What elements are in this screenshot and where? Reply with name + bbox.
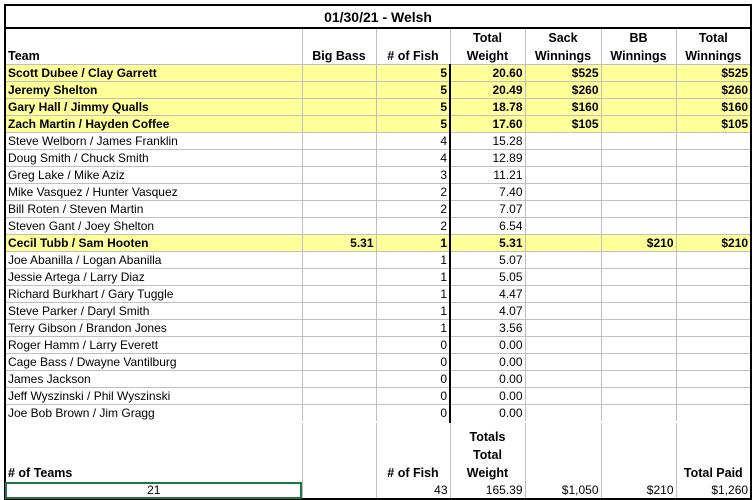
weight-cell[interactable]: 0.00 (450, 337, 525, 354)
weight-cell[interactable]: 3.56 (450, 320, 525, 337)
table-row (5, 252, 751, 269)
big-bass-cell[interactable] (302, 371, 376, 388)
header-total-weight-top[interactable]: Total (450, 28, 525, 47)
sheet-title[interactable]: 01/30/21 - Welsh (5, 5, 751, 28)
table-row (5, 218, 751, 235)
total-winnings-cell[interactable] (676, 320, 751, 337)
total-winnings-cell[interactable] (676, 218, 751, 235)
table-row (5, 320, 751, 337)
total-winnings-cell[interactable]: $105 (676, 116, 751, 133)
bb-winnings-cell[interactable] (601, 388, 676, 405)
total-winnings-cell[interactable] (676, 388, 751, 405)
team-cell[interactable]: Joe Bob Brown / Jim Gragg (5, 405, 302, 423)
sack-winnings-cell[interactable] (525, 201, 601, 218)
sack-winnings-cell[interactable] (525, 286, 601, 303)
team-cell[interactable]: Jessie Artega / Larry Diaz (5, 269, 302, 286)
bb-winnings-cell[interactable] (601, 218, 676, 235)
table-row (5, 82, 751, 99)
big-bass-cell[interactable] (302, 99, 376, 116)
weight-cell[interactable]: 0.00 (450, 354, 525, 371)
sack-winnings-cell[interactable] (525, 371, 601, 388)
weight-cell[interactable]: 15.28 (450, 133, 525, 150)
fish-count-cell[interactable]: 0 (376, 405, 450, 423)
weight-cell[interactable]: 6.54 (450, 218, 525, 235)
header-bb-winnings[interactable]: Winnings (601, 47, 676, 65)
team-cell[interactable]: Terry Gibson / Brandon Jones (5, 320, 302, 337)
sack-winnings-cell[interactable] (525, 303, 601, 320)
header-sack-top[interactable]: Sack (525, 28, 601, 47)
fish-count-cell[interactable]: 4 (376, 133, 450, 150)
totals-fish-label[interactable]: # of Fish (376, 464, 450, 482)
total-winnings-cell[interactable] (676, 150, 751, 167)
table-row (5, 269, 751, 286)
weight-cell[interactable]: 0.00 (450, 405, 525, 423)
bb-winnings-cell[interactable] (601, 133, 676, 150)
sack-winnings-cell[interactable] (525, 150, 601, 167)
weight-cell[interactable]: 0.00 (450, 371, 525, 388)
fish-count-cell[interactable]: 0 (376, 354, 450, 371)
total-winnings-cell[interactable] (676, 286, 751, 303)
big-bass-cell[interactable] (302, 150, 376, 167)
bb-winnings-cell[interactable] (601, 337, 676, 354)
table-row (5, 405, 751, 423)
weight-cell[interactable]: 11.21 (450, 167, 525, 184)
sack-winnings-cell[interactable]: $160 (525, 99, 601, 116)
bb-winnings-cell[interactable] (601, 99, 676, 116)
total-winnings-cell[interactable] (676, 303, 751, 320)
sack-winnings-cell[interactable]: $105 (525, 116, 601, 133)
totals-label[interactable]: Totals (450, 428, 525, 446)
bb-winnings-cell[interactable]: $210 (601, 235, 676, 252)
fish-count-cell[interactable]: 3 (376, 167, 450, 184)
title-row (5, 5, 751, 28)
big-bass-cell[interactable] (302, 116, 376, 133)
big-bass-cell[interactable] (302, 354, 376, 371)
bb-winnings-cell[interactable] (601, 167, 676, 184)
total-weight-cell[interactable]: 165.39 (450, 482, 525, 500)
fish-count-cell[interactable]: 4 (376, 150, 450, 167)
big-bass-cell[interactable] (302, 82, 376, 99)
bb-winnings-cell[interactable] (601, 371, 676, 388)
header-big-bass[interactable]: Big Bass (302, 47, 376, 65)
team-cell[interactable]: Steven Gant / Joey Shelton (5, 218, 302, 235)
team-cell[interactable]: Scott Dubee / Clay Garrett (5, 65, 302, 82)
sack-winnings-cell[interactable] (525, 320, 601, 337)
team-cell[interactable]: Jeff Wyszinski / Phil Wyszinski (5, 388, 302, 405)
total-winnings-cell[interactable] (676, 133, 751, 150)
big-bass-cell[interactable] (302, 252, 376, 269)
sack-winnings-cell[interactable] (525, 218, 601, 235)
fish-count-cell[interactable]: 1 (376, 303, 450, 320)
totals-row-1 (5, 428, 751, 446)
fish-count-cell[interactable]: 1 (376, 235, 450, 252)
teams-count-cell[interactable]: 21 (5, 482, 302, 500)
total-bb-cell[interactable]: $210 (601, 482, 676, 500)
bb-winnings-cell[interactable] (601, 286, 676, 303)
team-cell[interactable]: Cecil Tubb / Sam Hooten (5, 235, 302, 252)
weight-cell[interactable]: 4.47 (450, 286, 525, 303)
table-row (5, 133, 751, 150)
header-bb-top[interactable]: BB (601, 28, 676, 47)
table-row (5, 150, 751, 167)
total-winnings-cell[interactable]: $525 (676, 65, 751, 82)
sack-winnings-cell[interactable] (525, 235, 601, 252)
total-winnings-cell[interactable] (676, 184, 751, 201)
sack-winnings-cell[interactable]: $525 (525, 65, 601, 82)
weight-cell[interactable]: 20.49 (450, 82, 525, 99)
teams-label[interactable]: # of Teams (5, 464, 302, 482)
team-cell[interactable]: Joe Abanilla / Logan Abanilla (5, 252, 302, 269)
big-bass-cell[interactable] (302, 65, 376, 82)
table-row (5, 201, 751, 218)
fish-count-cell[interactable]: 5 (376, 99, 450, 116)
header-row-1 (5, 28, 751, 47)
big-bass-cell[interactable] (302, 286, 376, 303)
header-total-winnings[interactable]: Winnings (676, 47, 751, 65)
total-winnings-cell[interactable]: $210 (676, 235, 751, 252)
header-sack-winnings[interactable]: Winnings (525, 47, 601, 65)
totals-total-label[interactable]: Total (450, 446, 525, 464)
sack-winnings-cell[interactable] (525, 269, 601, 286)
totals-row-2 (5, 446, 751, 464)
team-cell[interactable]: Cage Bass / Dwayne Vantilburg (5, 354, 302, 371)
fish-count-cell[interactable]: 1 (376, 320, 450, 337)
team-cell[interactable]: James Jackson (5, 371, 302, 388)
total-winnings-cell[interactable] (676, 201, 751, 218)
big-bass-cell[interactable] (302, 303, 376, 320)
total-winnings-cell[interactable] (676, 337, 751, 354)
team-cell[interactable]: Mike Vasquez / Hunter Vasquez (5, 184, 302, 201)
total-fish-cell[interactable]: 43 (376, 482, 450, 500)
fish-count-cell[interactable]: 1 (376, 269, 450, 286)
bb-winnings-cell[interactable] (601, 303, 676, 320)
team-cell[interactable]: Steve Parker / Daryl Smith (5, 303, 302, 320)
big-bass-cell[interactable] (302, 167, 376, 184)
weight-cell[interactable]: 0.00 (450, 388, 525, 405)
big-bass-cell[interactable] (302, 184, 376, 201)
data-rows (5, 65, 751, 423)
header-total-weight[interactable]: Weight (450, 47, 525, 65)
weight-cell[interactable]: 20.60 (450, 65, 525, 82)
bb-winnings-cell[interactable] (601, 269, 676, 286)
header-team[interactable]: Team (5, 47, 302, 65)
totals-values-row (5, 482, 751, 500)
team-cell[interactable]: Jeremy Shelton (5, 82, 302, 99)
team-cell[interactable]: Richard Burkhart / Gary Tuggle (5, 286, 302, 303)
big-bass-cell[interactable] (302, 133, 376, 150)
bb-winnings-cell[interactable] (601, 252, 676, 269)
weight-cell[interactable]: 12.89 (450, 150, 525, 167)
total-winnings-cell[interactable] (676, 371, 751, 388)
fish-count-cell[interactable]: 2 (376, 201, 450, 218)
table-row (5, 337, 751, 354)
fish-count-cell[interactable]: 1 (376, 286, 450, 303)
team-cell[interactable]: Zach Martin / Hayden Coffee (5, 116, 302, 133)
total-winnings-cell[interactable] (676, 167, 751, 184)
total-paid-cell[interactable]: $1,260 (676, 482, 751, 500)
weight-cell[interactable]: 7.40 (450, 184, 525, 201)
bb-winnings-cell[interactable] (601, 405, 676, 423)
weight-cell[interactable]: 5.07 (450, 252, 525, 269)
table-row (5, 354, 751, 371)
total-winnings-cell[interactable]: $160 (676, 99, 751, 116)
sack-winnings-cell[interactable] (525, 133, 601, 150)
total-sack-cell[interactable]: $1,050 (525, 482, 601, 500)
totals-row-3 (5, 464, 751, 482)
total-winnings-cell[interactable] (676, 269, 751, 286)
total-winnings-cell[interactable] (676, 405, 751, 423)
header-total-winnings-top[interactable]: Total (676, 28, 751, 47)
sack-winnings-cell[interactable] (525, 337, 601, 354)
weight-cell[interactable]: 4.07 (450, 303, 525, 320)
weight-cell[interactable]: 7.07 (450, 201, 525, 218)
table-row (5, 167, 751, 184)
team-cell[interactable]: Gary Hall / Jimmy Qualls (5, 99, 302, 116)
big-bass-cell[interactable] (302, 337, 376, 354)
fish-count-cell[interactable]: 2 (376, 184, 450, 201)
big-bass-cell[interactable] (302, 201, 376, 218)
big-bass-cell[interactable] (302, 269, 376, 286)
sack-winnings-cell[interactable] (525, 252, 601, 269)
bb-winnings-cell[interactable] (601, 201, 676, 218)
weight-cell[interactable]: 17.60 (450, 116, 525, 133)
sack-winnings-cell[interactable] (525, 405, 601, 423)
fish-count-cell[interactable]: 0 (376, 371, 450, 388)
bb-winnings-cell[interactable] (601, 320, 676, 337)
sack-winnings-cell[interactable] (525, 354, 601, 371)
bb-winnings-cell[interactable] (601, 354, 676, 371)
header-row-2 (5, 47, 751, 65)
weight-cell[interactable]: 5.31 (450, 235, 525, 252)
bb-winnings-cell[interactable] (601, 116, 676, 133)
big-bass-cell[interactable] (302, 405, 376, 423)
table-row (5, 184, 751, 201)
team-cell[interactable]: Roger Hamm / Larry Everett (5, 337, 302, 354)
big-bass-cell[interactable] (302, 320, 376, 337)
weight-cell[interactable]: 5.05 (450, 269, 525, 286)
table-row (5, 65, 751, 82)
header-num-fish[interactable]: # of Fish (376, 47, 450, 65)
big-bass-cell[interactable]: 5.31 (302, 235, 376, 252)
table-row (5, 388, 751, 405)
fish-count-cell[interactable]: 0 (376, 388, 450, 405)
table-row (5, 116, 751, 133)
table-row (5, 303, 751, 320)
sack-winnings-cell[interactable]: $260 (525, 82, 601, 99)
team-cell[interactable]: Doug Smith / Chuck Smith (5, 150, 302, 167)
results-table (4, 4, 752, 500)
totals-weight-label[interactable]: Weight (450, 464, 525, 482)
fish-count-cell[interactable]: 5 (376, 82, 450, 99)
table-row (5, 286, 751, 303)
table-row (5, 99, 751, 116)
sack-winnings-cell[interactable] (525, 388, 601, 405)
table-row (5, 371, 751, 388)
big-bass-cell[interactable] (302, 388, 376, 405)
team-cell[interactable]: Greg Lake / Mike Aziz (5, 167, 302, 184)
weight-cell[interactable]: 18.78 (450, 99, 525, 116)
fish-count-cell[interactable]: 0 (376, 337, 450, 354)
fish-count-cell[interactable]: 5 (376, 116, 450, 133)
spreadsheet (4, 4, 750, 500)
table-row (5, 235, 751, 252)
bb-winnings-cell[interactable] (601, 150, 676, 167)
bb-winnings-cell[interactable] (601, 65, 676, 82)
sack-winnings-cell[interactable] (525, 184, 601, 201)
bb-winnings-cell[interactable] (601, 82, 676, 99)
fish-count-cell[interactable]: 5 (376, 65, 450, 82)
total-winnings-cell[interactable] (676, 354, 751, 371)
total-winnings-cell[interactable]: $260 (676, 82, 751, 99)
total-winnings-cell[interactable] (676, 252, 751, 269)
team-cell[interactable]: Bill Roten / Steven Martin (5, 201, 302, 218)
bb-winnings-cell[interactable] (601, 184, 676, 201)
sack-winnings-cell[interactable] (525, 167, 601, 184)
team-cell[interactable]: Steve Welborn / James Franklin (5, 133, 302, 150)
fish-count-cell[interactable]: 1 (376, 252, 450, 269)
total-paid-label[interactable]: Total Paid (676, 464, 751, 482)
fish-count-cell[interactable]: 2 (376, 218, 450, 235)
big-bass-cell[interactable] (302, 218, 376, 235)
